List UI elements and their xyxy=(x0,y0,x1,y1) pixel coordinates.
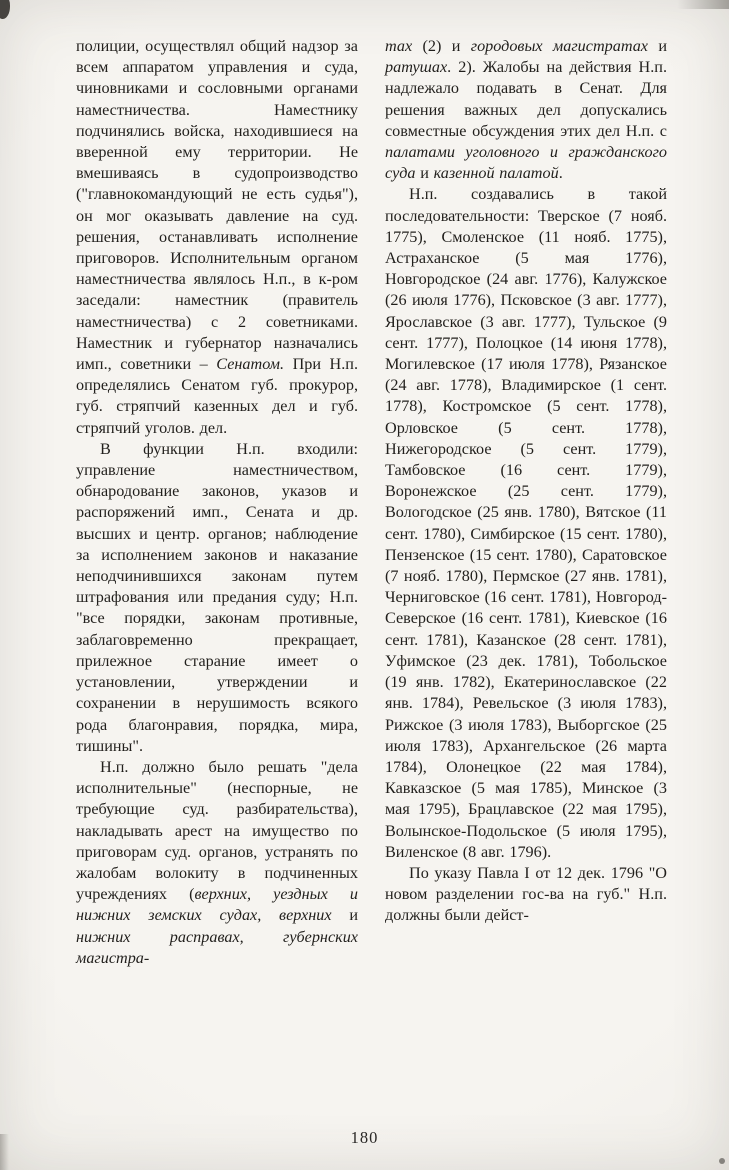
text-run: . 2). Жалобы на действия Н.п. надлежало подавать в Сенат. Для решения важных дел допускались совместные обсуждения этих дел Н.п. с xyxy=(385,58,667,140)
text-run: Н.п. создавались в такой последовательности: Тверское (7 нояб. 1775), Смоленское (11 нояб. 1775), Астраханское (5 мая 1776), Новгородское (24 авг. 1776), Калужское (26 июля 1776), Псковское (3 авг. 1777), Ярославское (3 авг. 1777), Тульское (9 сент. 1777), Полоцкое (14 июня 1778), Могилевское (17 июля 1778), Рязанское (24 авг. 1778), Владимирское (1 сент. 1778), Костромское (5 сент. 1778), Орловское (5 сент. 1778), Нижегородское (5 сент. 1779), Тамбовское (16 сент. 1779), Воронежское (25 сент. 1779), Вологодское (25 янв. 1780), Вятское (11 сент. 1780), Симбирское (15 сент. 1780), Пензенское (15 сент. 1780), Саратовское (7 нояб. 1780), Пермское (27 янв. 1781), Черниговское (16 сент. 1781), Новгород-Северское (16 сент. 1781), Киевское (16 сент. 1781), Казанское (28 сент. 1781), Уфимское (23 дек. 1781), Тобольское (19 янв. 1782), Екатеринославское (22 янв. 1784), Ревельское (3 июля 1783), Рижское (3 июля 1783), Выборгское (25 июля 1783), Архангельское (26 марта 1784), Олонецкое (22 мая 1784), Кавказское (5 мая 1785), Минское (3 мая 1795), Брацлавское (22 мая 1795), Волынское-Подольское (5 июля 1795), Виленское (8 авг. 1796). xyxy=(385,185,667,861)
paragraph xyxy=(76,439,358,757)
italic-text-run: тах xyxy=(385,37,413,55)
italic-text-run: ратушах xyxy=(385,58,448,77)
text-run: (2) и xyxy=(412,37,471,55)
text-run: По указу Павла I от 12 дек. 1796 "О новом разделении гос-ва на губ." Н.п. должны были дейст- xyxy=(385,863,667,925)
paragraph xyxy=(76,757,358,969)
text-run: полиции, осуществлял общий надзор за всем аппаратом управления и суда, чиновниками и сословными органами наместничества. Наместнику подчинялись войска, находившиеся на вверенной ему территории. Не вмешиваясь в судопроизводство ("главнокомандующий не есть судья"), он мог оказывать давление на суд. решения, останавливать исполнение приговоров. Исполнительным органом наместничества являлось Н.п., в к-ром заседали: наместник (правитель наместничества) с 2 советниками. Наместник и губернатор назначались имп., советники – xyxy=(76,37,358,374)
scan-artifact-top-right xyxy=(677,0,729,9)
text-run: и xyxy=(648,37,668,55)
scan-artifact-top-left xyxy=(0,0,10,19)
italic-text-run: нижних расправах, губернских магистра- xyxy=(76,927,358,967)
italic-text-run: верхних, уездных и нижних земских судах, верхних xyxy=(76,885,358,925)
text-run: Н.п. должно было решать "дела исполнительные" (неспорные, не требующие суд. разбирательства), накладывать арест на имущество по приговорам суд. органов, устранять по жалобам волокиту в подчиненных учреждениях ( xyxy=(76,757,358,904)
italic-text-run: городовых магистратах xyxy=(470,37,648,55)
text-run: В функции Н.п. входили: управление наместничеством, обнародование законов, указов и распоряжений имп., Сената и др. высших и центр. органов; наблюдение за исполнением законов и наказание неподчинившихся законам путем штрафования или предания суду; Н.п. "все порядки, законам противные, заблаговременно прекращает, прилежное старание имеет о установлении, утверждении и сохранении в нерушимость всякого рода благонравия, порядка, мира, тишины". xyxy=(76,439,358,755)
left-column xyxy=(76,36,358,969)
paragraph xyxy=(385,863,667,927)
paragraph xyxy=(76,36,358,439)
italic-text-run: палатами уголовного и гражданского суда xyxy=(385,143,667,183)
scan-artifact-bottom-right xyxy=(719,1158,725,1164)
paragraph xyxy=(385,184,667,863)
right-column xyxy=(385,36,667,969)
text-run: и xyxy=(331,906,358,925)
page-number: 180 xyxy=(350,1128,379,1147)
text-run: При Н.п. определялись Сенатом губ. прокурор, губ. стряпчий казенных дел и губ. стряпчий уголов. дел. xyxy=(76,355,358,437)
paragraph xyxy=(385,36,667,184)
text-run: . xyxy=(558,164,563,183)
text-run: и xyxy=(415,164,434,183)
italic-text-run: казенной палатой xyxy=(433,164,559,183)
two-column-text-block xyxy=(76,36,667,969)
italic-text-run: Сенатом. xyxy=(216,355,285,374)
